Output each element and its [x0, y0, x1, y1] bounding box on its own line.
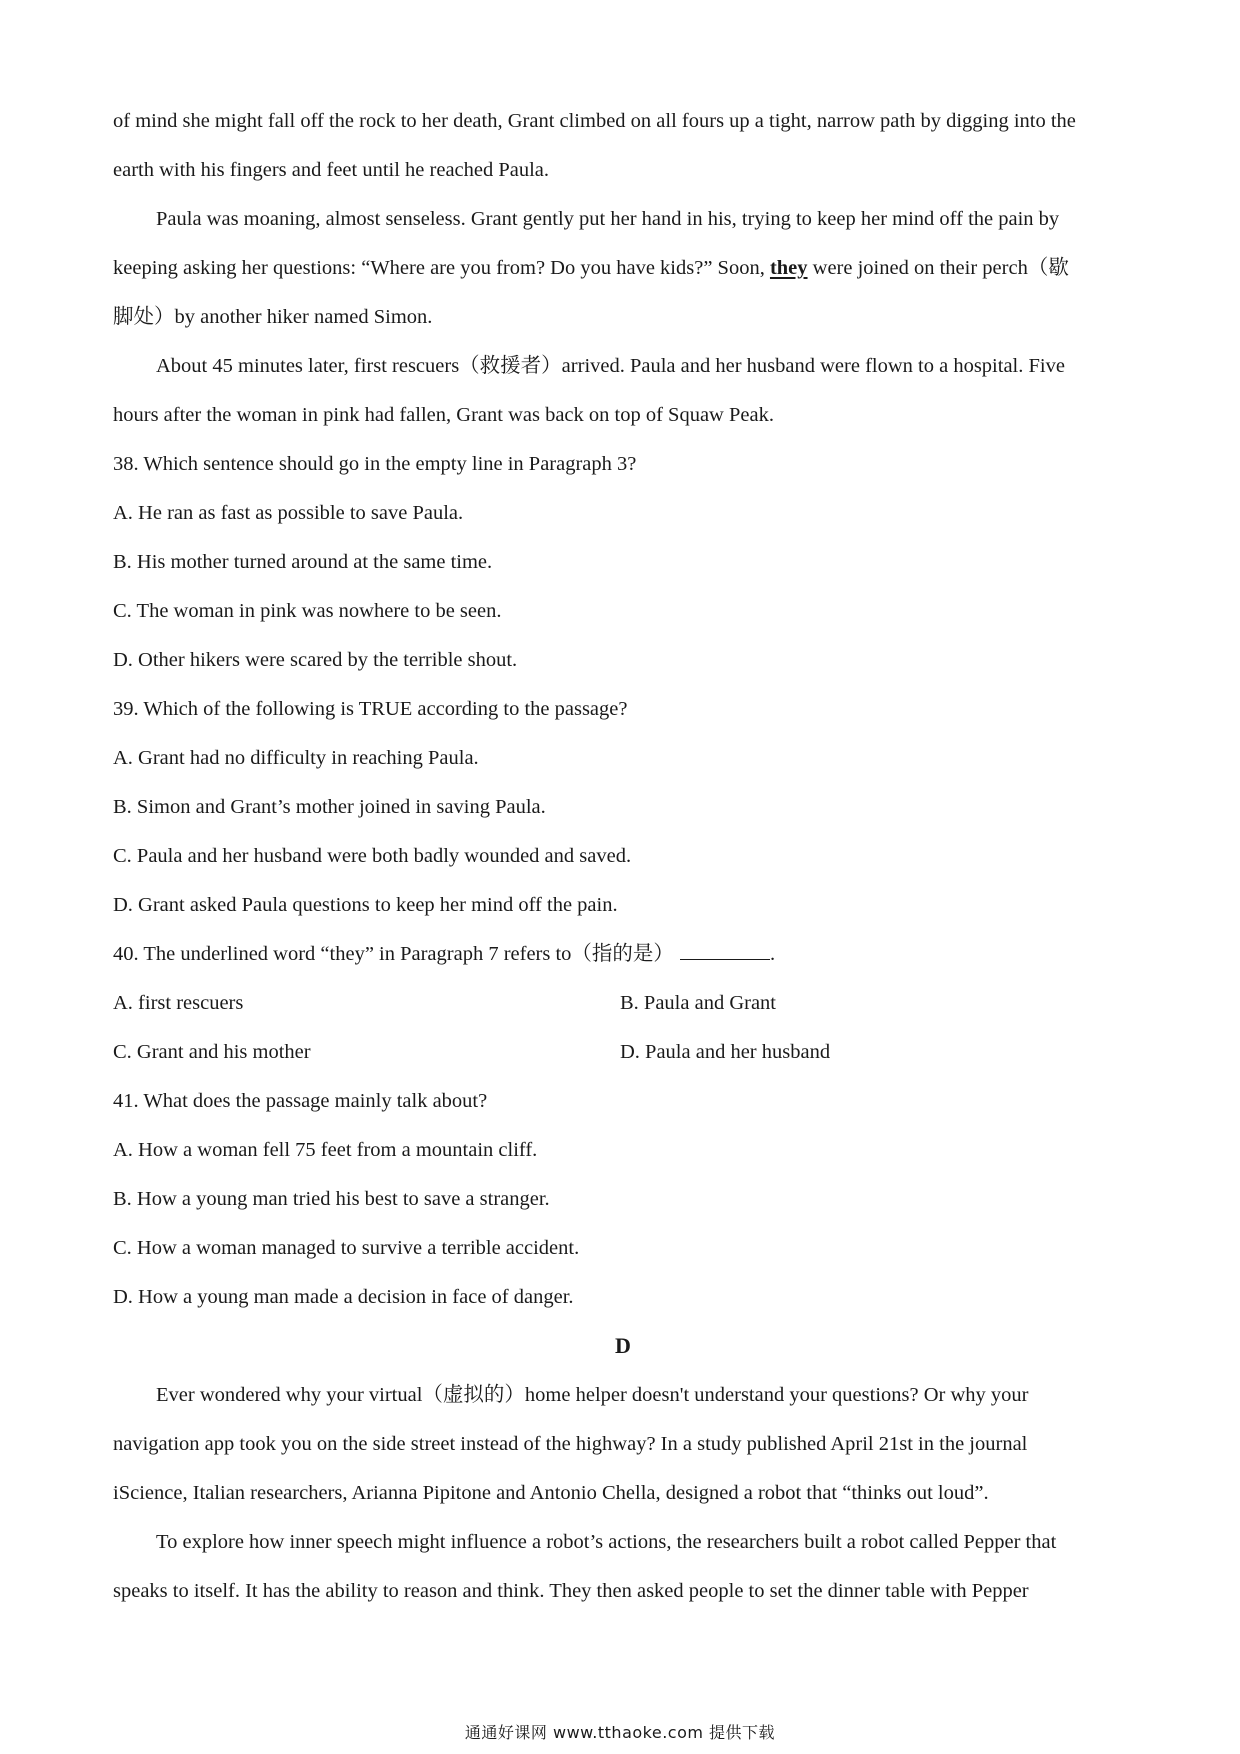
paragraph-line: Paula was moaning, almost senseless. Grant gently put her hand in his, trying to keep her mind off the pain by	[156, 208, 1060, 230]
page-footer-watermark: 通通好课网 www.tthaoke.com 提供下载	[464, 1723, 776, 1742]
paragraph-line: of mind she might fall off the rock to her death, Grant climbed on all fours up a tight, narrow path by digging into the	[113, 110, 1076, 132]
option-40-b: B. Paula and Grant	[620, 992, 776, 1014]
question-stem-38: 38. Which sentence should go in the empty line in Paragraph 3?	[113, 453, 637, 475]
option-41-d: D. How a young man made a decision in face of danger.	[113, 1286, 574, 1308]
option-38-a: A. He ran as fast as possible to save Paula.	[113, 502, 464, 524]
question-stem-text: 40. The underlined word “they” in Paragraph 7 refers to（指的是）	[113, 943, 674, 965]
answer-blank	[680, 941, 770, 960]
option-38-d: D. Other hikers were scared by the terrible shout.	[113, 649, 518, 671]
paragraph-line: navigation app took you on the side street instead of the highway? In a study published April 21st in the journal	[113, 1433, 1028, 1455]
paragraph-line: Ever wondered why your virtual（虚拟的）home helper doesn't understand your questions? Or why your	[156, 1384, 1029, 1406]
option-41-b: B. How a young man tried his best to save a stranger.	[113, 1188, 550, 1210]
question-stem-39: 39. Which of the following is TRUE according to the passage?	[113, 698, 628, 720]
text-fragment: were joined on their perch（歇	[807, 257, 1069, 279]
paragraph-line: speaks to itself. It has the ability to reason and think. They then asked people to set the dinner table with Pepper	[113, 1580, 1029, 1602]
document-page	[113, 98, 1133, 1617]
paragraph-line	[113, 245, 1133, 294]
stem-end: .	[769, 943, 776, 965]
paragraph-line: hours after the woman in pink had fallen, Grant was back on top of Squaw Peak.	[113, 404, 774, 426]
paragraph-line: 脚处）by another hiker named Simon.	[113, 306, 433, 328]
section-heading-d: D	[615, 1333, 631, 1358]
option-39-a: A. Grant had no difficulty in reaching Paula.	[113, 747, 479, 769]
option-39-d: D. Grant asked Paula questions to keep her mind off the pain.	[113, 894, 618, 916]
paragraph-line: To explore how inner speech might influence a robot’s actions, the researchers built a robot called Pepper that	[156, 1531, 1057, 1553]
text-fragment: keeping asking her questions: “Where are you from? Do you have kids?” Soon,	[113, 257, 770, 279]
question-stem-41: 41. What does the passage mainly talk about?	[113, 1090, 488, 1112]
option-40-c: C. Grant and his mother	[113, 1041, 311, 1063]
option-40-d: D. Paula and her husband	[620, 1041, 831, 1063]
option-39-b: B. Simon and Grant’s mother joined in saving Paula.	[113, 796, 546, 818]
options-row-40-ab	[113, 980, 1133, 1029]
option-38-c: C. The woman in pink was nowhere to be seen.	[113, 600, 502, 622]
options-row-40-cd	[113, 1029, 1133, 1078]
paragraph-line: About 45 minutes later, first rescuers（救援者）arrived. Paula and her husband were flown to a hospital. Five	[156, 355, 1065, 377]
option-40-a: A. first rescuers	[113, 992, 244, 1014]
option-38-b: B. His mother turned around at the same time.	[113, 551, 493, 573]
option-39-c: C. Paula and her husband were both badly wounded and saved.	[113, 845, 632, 867]
paragraph-line: earth with his fingers and feet until he reached Paula.	[113, 159, 550, 181]
paragraph-line: iScience, Italian researchers, Arianna Pipitone and Antonio Chella, designed a robot that “thinks out loud”.	[113, 1482, 989, 1504]
option-41-a: A. How a woman fell 75 feet from a mountain cliff.	[113, 1139, 538, 1161]
option-41-c: C. How a woman managed to survive a terrible accident.	[113, 1237, 580, 1259]
question-stem-40	[113, 931, 1133, 980]
underlined-word-they: they	[769, 257, 808, 279]
